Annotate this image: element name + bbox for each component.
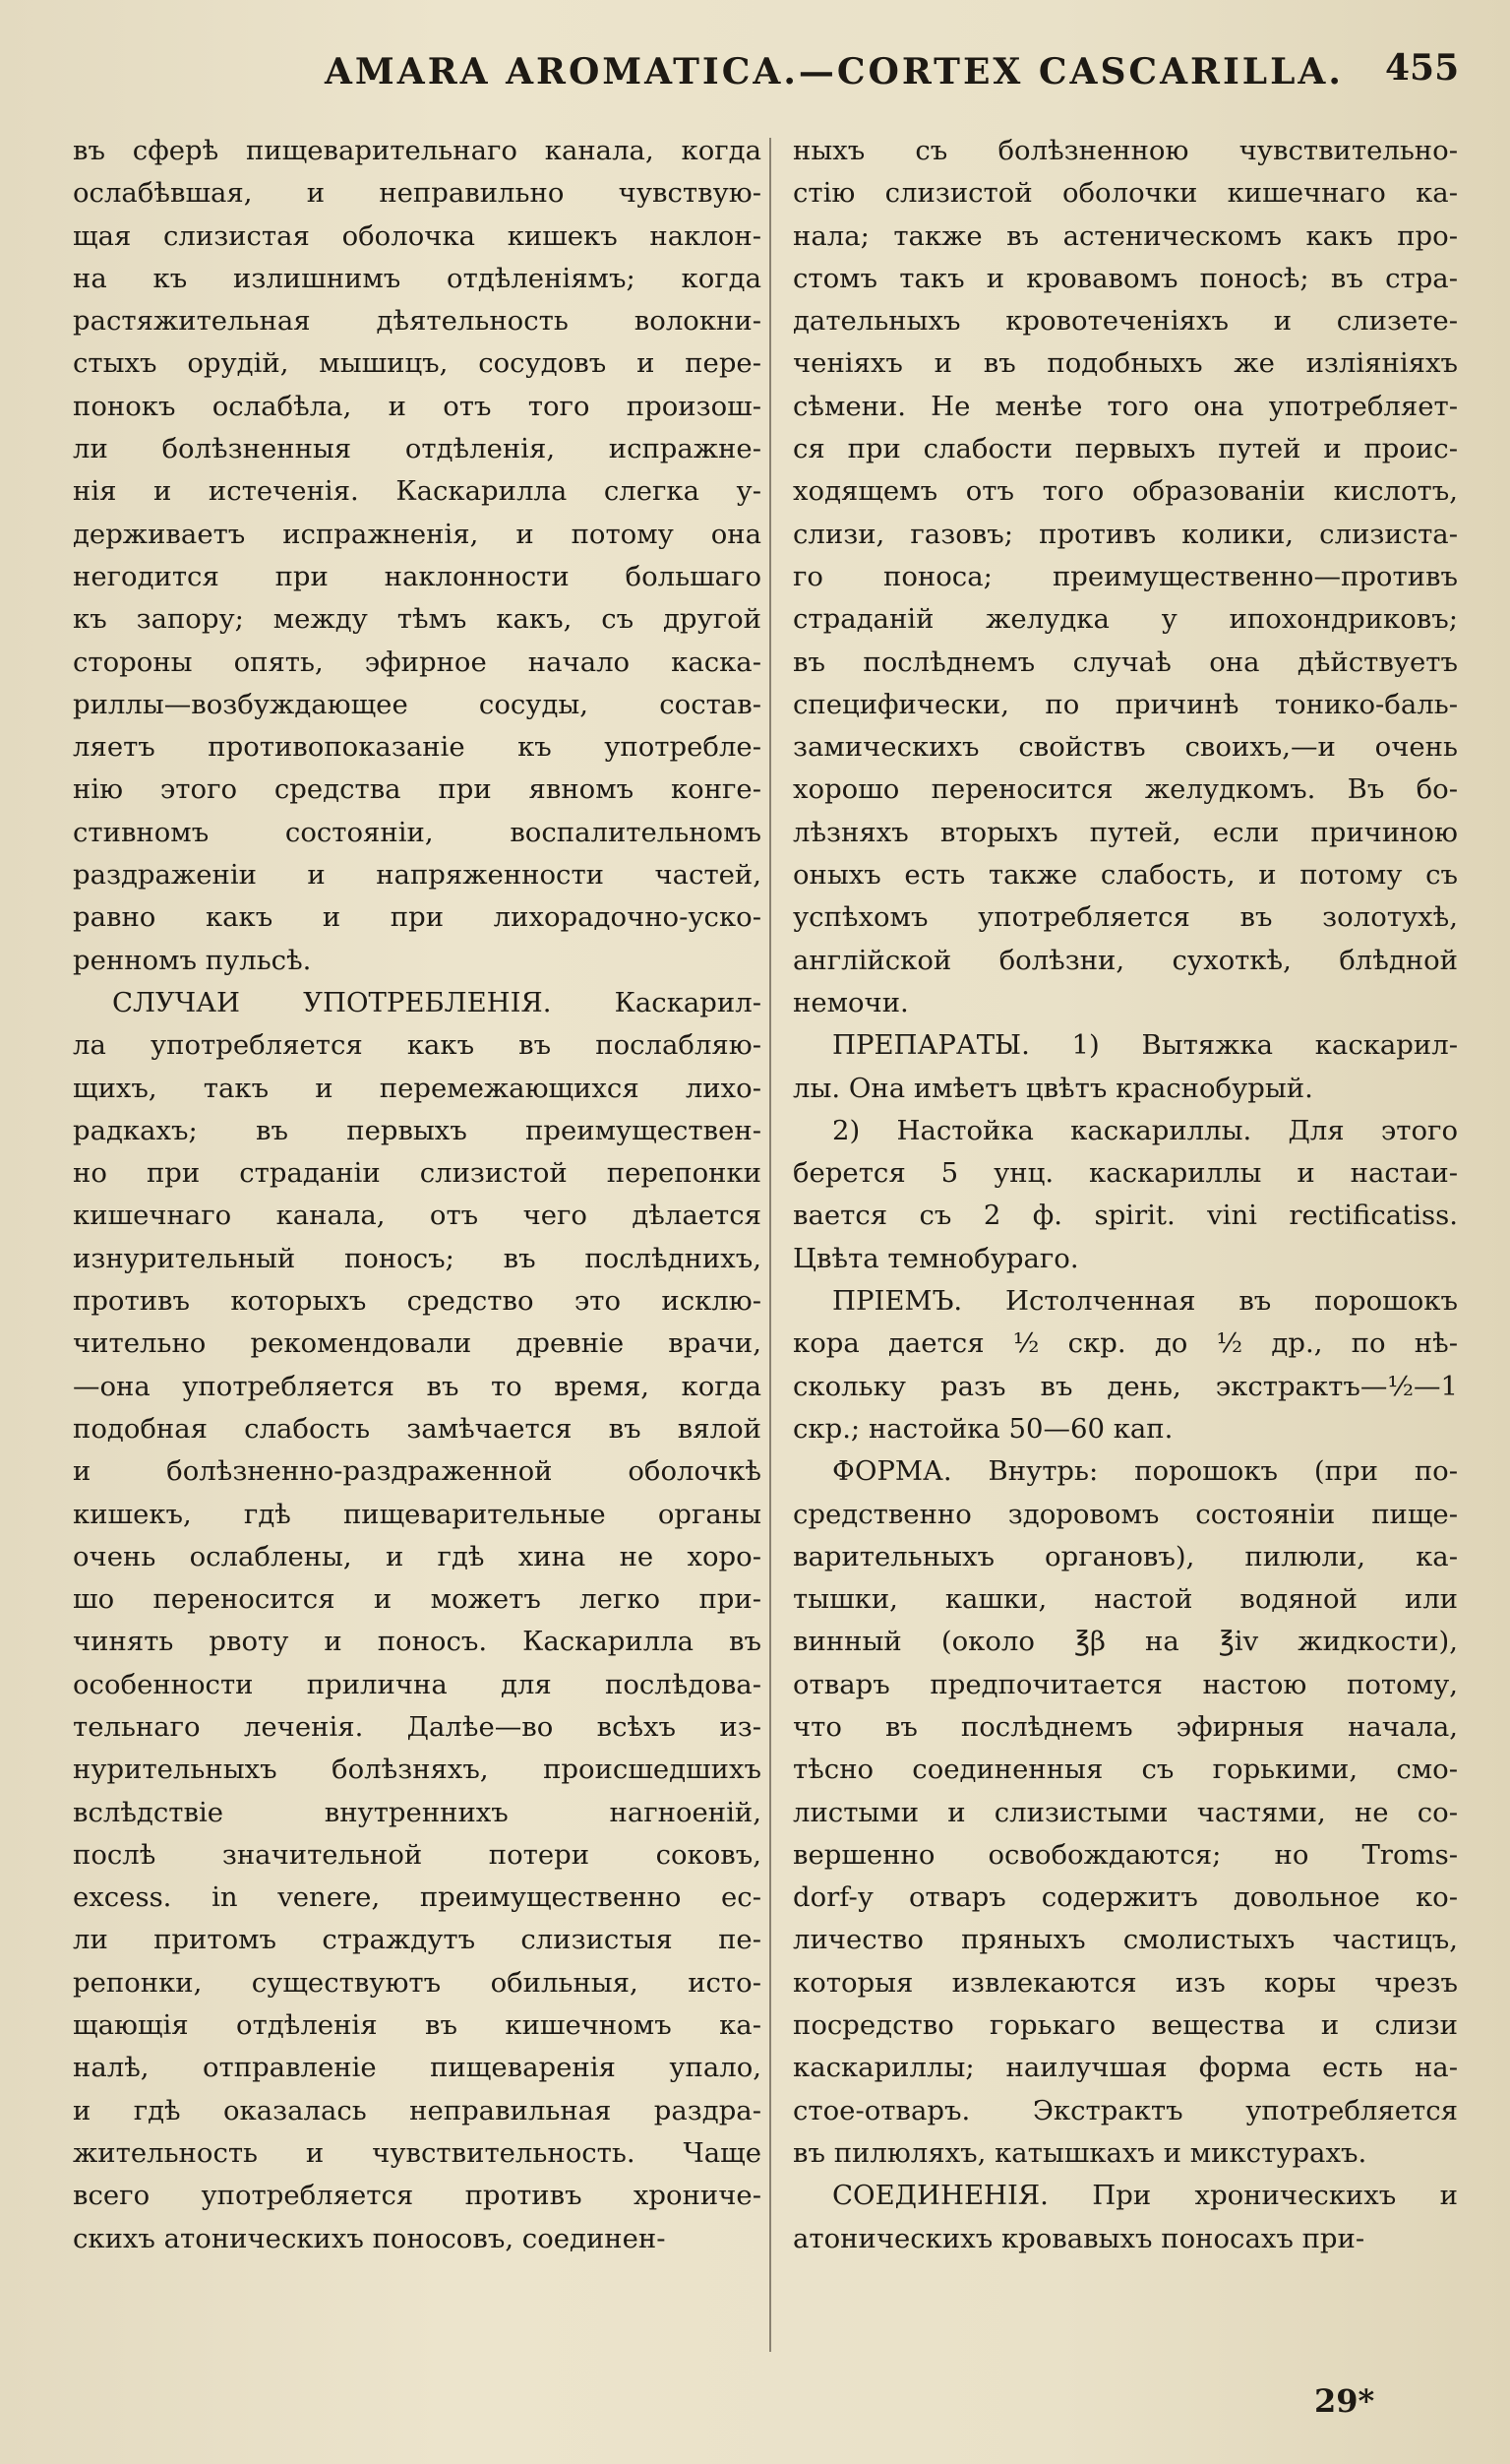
text-line: стороны опять, эфирное начало каска-: [73, 646, 761, 678]
text-line: стыхъ орудій, мышицъ, сосудовъ и пере-: [73, 347, 761, 380]
text-line: которыя извлекаются изъ коры чрезъ: [793, 1966, 1458, 1999]
text-line: ли притомъ страждутъ слизистыя пе-: [73, 1924, 761, 1956]
text-line: кишекъ, гдѣ пищеварительные органы: [73, 1498, 761, 1530]
text-line: риллы—возбуждающее сосуды, состав-: [73, 688, 761, 720]
column-divider: [769, 138, 771, 2352]
text-line: чинять рвоту и поносъ. Каскарилла въ: [73, 1626, 761, 1658]
text-line: стомъ такъ и кровавомъ поносѣ; въ стра-: [793, 262, 1458, 294]
text-line: ослабѣвшая, и неправильно чувствую-: [73, 177, 761, 210]
text-line: жительность и чувствительность. Чаще: [73, 2136, 761, 2169]
text-line: 2) Настойка каскариллы. Для этого: [832, 1114, 1458, 1146]
text-line: кора дается ½ скр. до ½ др., по нѣ-: [793, 1327, 1458, 1360]
text-line: въ сферѣ пищеварительнаго канала, когда: [73, 135, 761, 166]
left-column: [73, 130, 761, 2260]
text-line: на къ излишнимъ отдѣленіямъ; когда: [73, 262, 761, 294]
text-line: Цвѣта темнобураго.: [793, 1242, 1079, 1274]
text-line: стивномъ состояніи, воспалительномъ: [73, 816, 761, 848]
text-line: радкахъ; въ первыхъ преимуществен-: [73, 1114, 761, 1146]
text-line: держиваетъ испражненія, и потому она: [73, 518, 761, 550]
text-line: щихъ, такъ и перемежающихся лихо-: [73, 1072, 761, 1104]
text-line: очень ослаблены, и гдѣ хина не хоро-: [73, 1540, 761, 1572]
text-line: въ пилюляхъ, катышкахъ и микстурахъ.: [793, 2136, 1367, 2169]
text-line: къ запору; между тѣмъ какъ, съ другой: [73, 603, 761, 636]
text-line: ФОРМА. Внутрь: порошокъ (при по-: [832, 1455, 1458, 1488]
text-line: что въ послѣднемъ эфирныя начала,: [793, 1710, 1458, 1743]
text-line: кишечнаго канала, отъ чего дѣлается: [73, 1200, 761, 1232]
text-line: немочи.: [793, 986, 909, 1018]
text-line: подобная слабость замѣчается въ вялой: [73, 1412, 761, 1445]
text-line: СЛУЧАИ УПОТРЕБЛЕНІЯ. Каскарил-: [112, 986, 761, 1018]
text-line: скольку разъ въ день, экстрактъ—½—1: [793, 1370, 1458, 1402]
text-line: растяжительная дѣятельность волокни-: [73, 305, 761, 338]
text-line: excess. in venere, преимущественно ес-: [73, 1881, 761, 1914]
page-number: 455: [1385, 47, 1460, 89]
text-line: репонки, существуютъ обильныя, исто-: [73, 1966, 761, 1999]
text-line: скр.; настойка 50—60 кап.: [793, 1412, 1174, 1445]
running-title: AMARA AROMATICA.—CORTEX CASCARILLA.: [325, 51, 1344, 92]
text-line: берется 5 унц. каскариллы и настаи-: [793, 1157, 1458, 1190]
text-line: стію слизистой оболочки кишечнаго ка-: [793, 177, 1458, 210]
text-line: специфически, по причинѣ тонико-баль-: [793, 688, 1458, 720]
text-line: но при страданіи слизистой перепонки: [73, 1157, 761, 1190]
text-line: ляетъ противопоказаніе къ употребле-: [73, 731, 761, 764]
right-column: [793, 130, 1458, 2260]
text-line: англійской болѣзни, сухоткѣ, блѣдной: [793, 944, 1458, 976]
text-line: лѣзняхъ вторыхъ путей, если причиною: [793, 816, 1458, 848]
text-line: лы. Она имѣетъ цвѣтъ краснобурый.: [793, 1072, 1313, 1104]
text-line: ныхъ съ болѣзненною чувствительно-: [793, 135, 1458, 166]
text-line: ла употребляется какъ въ послабляю-: [73, 1029, 761, 1062]
text-line: ся при слабости первыхъ путей и проис-: [793, 433, 1458, 465]
text-line: средственно здоровомъ состояніи пище-: [793, 1498, 1458, 1530]
text-line: нурительныхъ болѣзняхъ, происшедшихъ: [73, 1754, 761, 1786]
text-line: сѣмени. Не менѣе того она употребляет-: [793, 390, 1458, 422]
text-line: всего употребляется противъ хрониче-: [73, 2180, 761, 2212]
text-line: послѣ значительной потери соковъ,: [73, 1838, 761, 1871]
text-line: стое-отваръ. Экстрактъ употребляется: [793, 2094, 1458, 2126]
text-line: тельнаго леченія. Далѣе—во всѣхъ из-: [73, 1710, 761, 1743]
text-line: дательныхъ кровотеченіяхъ и слизете-: [793, 305, 1458, 338]
text-line: винный (около ℥β на ℥iv жидкости),: [793, 1626, 1458, 1658]
text-line: варительныхъ органовъ), пилюли, ка-: [793, 1540, 1458, 1572]
text-line: вается съ 2 ф. spirit. vini rectificatiss.: [793, 1200, 1458, 1232]
text-line: замическихъ свойствъ своихъ,—и очень: [793, 731, 1458, 764]
text-line: и гдѣ оказалась неправильная раздра-: [73, 2094, 761, 2126]
text-line: противъ которыхъ средство это исклю-: [73, 1285, 761, 1318]
text-line: страданій желудка у ипохондриковъ;: [793, 603, 1458, 636]
text-line: хорошо переносится желудкомъ. Въ бо-: [793, 773, 1458, 806]
text-line: раздраженіи и напряженности частей,: [73, 859, 761, 892]
text-line: скихъ атоническихъ поносовъ, соединен-: [73, 2222, 666, 2254]
text-line: понокъ ослабѣла, и отъ того произош-: [73, 390, 761, 422]
text-line: го поноса; преимущественно—противъ: [793, 560, 1458, 592]
text-line: налѣ, отправленіе пищеваренія упало,: [73, 2052, 761, 2084]
text-line: тышки, кашки, настой водяной или: [793, 1583, 1458, 1616]
text-line: нія и истеченія. Каскарилла слегка у-: [73, 475, 761, 508]
signature-mark: 29*: [1314, 2382, 1375, 2420]
text-line: негодится при наклонности большаго: [73, 560, 761, 592]
text-line: вершенно освобождаются; но Troms-: [793, 1838, 1458, 1871]
text-line: и болѣзненно-раздраженной оболочкѣ: [73, 1455, 761, 1488]
text-line: ПРІЕМЪ. Истолченная въ порошокъ: [832, 1285, 1458, 1318]
text-line: въ послѣднемъ случаѣ она дѣйствуетъ: [793, 646, 1458, 678]
text-line: нію этого средства при явномъ конге-: [73, 773, 761, 806]
text-line: личество пряныхъ смолистыхъ частицъ,: [793, 1924, 1458, 1956]
text-line: ПРЕПАРАТЫ. 1) Вытяжка каскарил-: [832, 1029, 1458, 1062]
text-line: ренномъ пульсѣ.: [73, 944, 312, 976]
text-line: каскариллы; наилучшая форма есть на-: [793, 2052, 1458, 2084]
text-line: посредство горькаго вещества и слизи: [793, 2009, 1458, 2042]
text-line: нала; также въ астеническомъ какъ про-: [793, 219, 1458, 252]
text-line: особенности прилична для послѣдова-: [73, 1668, 761, 1700]
text-line: СОЕДИНЕНІЯ. При хроническихъ и: [832, 2180, 1458, 2212]
text-line: щая слизистая оболочка кишекъ наклон-: [73, 219, 761, 252]
text-line: —она употребляется въ то время, когда: [73, 1370, 761, 1402]
text-line: атоническихъ кровавыхъ поносахъ при-: [793, 2222, 1365, 2254]
text-line: отваръ предпочитается настою потому,: [793, 1668, 1458, 1700]
text-line: листыми и слизистыми частями, не со-: [793, 1796, 1458, 1828]
text-line: слизи, газовъ; противъ колики, слизиста-: [793, 518, 1458, 550]
text-line: щающія отдѣленія въ кишечномъ ка-: [73, 2009, 761, 2042]
text-line: тѣсно соединенныя съ горькими, смо-: [793, 1754, 1458, 1786]
text-line: успѣхомъ употребляется въ золотухѣ,: [793, 901, 1458, 934]
text-line: ходящемъ отъ того образованіи кислотъ,: [793, 475, 1458, 508]
text-line: вслѣдствіе внутреннихъ нагноеній,: [73, 1796, 761, 1828]
text-line: изнурительный поносъ; въ послѣднихъ,: [73, 1242, 761, 1274]
text-line: dorf-у отваръ содержитъ довольное ко-: [793, 1881, 1458, 1914]
text-line: чительно рекомендовали древніе врачи,: [73, 1327, 761, 1360]
text-line: ли болѣзненныя отдѣленія, испражне-: [73, 433, 761, 465]
text-line: равно какъ и при лихорадочно-уско-: [73, 901, 761, 934]
text-line: ченіяхъ и въ подобныхъ же изліяніяхъ: [793, 347, 1458, 380]
text-line: оныхъ есть также слабость, и потому съ: [793, 859, 1458, 892]
text-line: шо переносится и можетъ легко при-: [73, 1583, 761, 1616]
